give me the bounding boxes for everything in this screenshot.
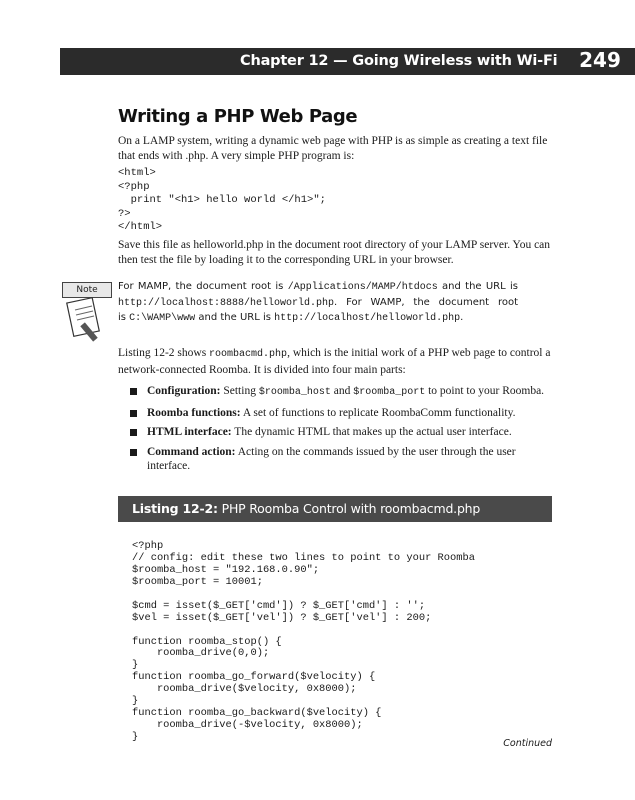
hello-world-code — [118, 167, 326, 235]
inline-code: $roomba_port — [353, 387, 426, 398]
inline-code: roombacmd.php — [209, 349, 288, 360]
note-code: http://localhost:8888/helloworld.php — [118, 297, 335, 309]
page-number: 249 — [579, 48, 621, 72]
code-line: $roomba_host = "192.168.0.90"; — [132, 563, 320, 576]
section-title: Writing a PHP Web Page — [118, 106, 358, 127]
bullet-square-icon — [130, 449, 137, 456]
note-code: http://localhost/helloworld.php — [274, 313, 461, 324]
bullet-square-icon — [130, 410, 137, 417]
continued-label: Continued — [503, 738, 552, 749]
code-line: $cmd = isset($_GET['cmd']) ? $_GET['cmd'] : ''; — [132, 599, 426, 612]
code-line: <?php — [132, 540, 164, 552]
text-part: Listing 12-2 shows — [118, 347, 210, 359]
inline-code: $roomba_host — [258, 387, 331, 398]
bullet-text: to point to your Roomba. — [425, 385, 545, 397]
bullet-term: Configuration: — [147, 385, 221, 397]
note-label: Note — [62, 282, 112, 298]
bullet-term: Roomba functions: — [147, 406, 241, 419]
note-text — [118, 280, 518, 327]
note-pencil-icon — [66, 296, 106, 342]
bullet-text: Setting — [220, 385, 259, 397]
note-text-part: . — [460, 312, 464, 323]
listing-intro-paragraph — [118, 346, 552, 377]
bullet-text: and — [330, 385, 354, 397]
code-line — [132, 589, 475, 601]
code-line: <?php — [118, 180, 150, 193]
code-line: } — [132, 695, 139, 708]
parts-list — [130, 384, 550, 479]
note-text-part: is — [118, 312, 130, 323]
code-line: // config: edit these two lines to point to your Roomba — [132, 551, 475, 564]
code-line: $vel = isset($_GET['vel']) ? $_GET['vel'] : 200; — [132, 611, 432, 624]
bullet-term: HTML interface: — [147, 426, 232, 438]
code-line: roomba_drive(-$velocity, 0x8000); — [132, 719, 363, 732]
code-line: function roomba_stop() { — [132, 635, 282, 648]
code-line: print "<h1> hello world </h1>"; — [118, 194, 326, 207]
code-line: <html> — [118, 167, 156, 179]
note-text-part: For MAMP, the document root is — [118, 281, 288, 292]
list-item — [130, 384, 550, 401]
intro-paragraph: On a LAMP system, writing a dynamic web page with PHP is as simple as creating a text file that ends with .php. A very simple PHP program is: — [118, 135, 548, 162]
note-text-part: and the URL is — [437, 281, 518, 292]
note-code: /Applications/MAMP/htdocs — [287, 282, 438, 293]
listing-title: PHP Roomba Control with roombacmd.php — [217, 501, 481, 516]
bullet-text: Acting on the commands issued by the user through the user interface. — [147, 445, 516, 472]
code-line: } — [132, 659, 139, 672]
code-line: </html> — [118, 221, 163, 234]
code-line: } — [132, 731, 139, 743]
text-part: , which is the initial work of a PHP web page to control a network-connected Roomba. It is divided into four main parts: — [118, 347, 551, 376]
code-line — [132, 625, 475, 637]
bullet-term: Command action: — [147, 445, 236, 458]
list-item — [130, 425, 550, 440]
note-code: C:\WAMP\www — [129, 313, 196, 324]
note-text-part: . For WAMP, the document root — [334, 296, 518, 308]
list-item — [130, 445, 550, 474]
bullet-text: A set of functions to replicate RoombaComm functionality. — [240, 406, 516, 419]
bullet-square-icon — [130, 388, 137, 395]
listing-caption — [132, 501, 480, 516]
save-paragraph: Save this file as helloworld.php in the document root directory of your LAMP server. You can then test the file by loading it to the corresponding URL in your browser. — [118, 239, 551, 266]
code-line: roomba_drive($velocity, 0x8000); — [132, 683, 357, 696]
code-line: roomba_drive(0,0); — [132, 647, 270, 660]
code-line: function roomba_go_forward($velocity) { — [132, 671, 376, 684]
listing-code — [132, 541, 475, 744]
code-line: $roomba_port = 10001; — [132, 575, 263, 588]
code-line: function roomba_go_backward($velocity) { — [132, 707, 382, 720]
listing-number: Listing 12-2: — [132, 501, 218, 516]
note-text-part: and the URL is — [195, 312, 275, 323]
code-line: ?> — [118, 207, 131, 220]
bullet-text: The dynamic HTML that makes up the actual user interface. — [231, 426, 512, 438]
list-item — [130, 406, 550, 421]
bullet-square-icon — [130, 429, 137, 436]
running-header-chapter: Chapter 12 — Going Wireless with Wi-Fi — [240, 53, 558, 69]
